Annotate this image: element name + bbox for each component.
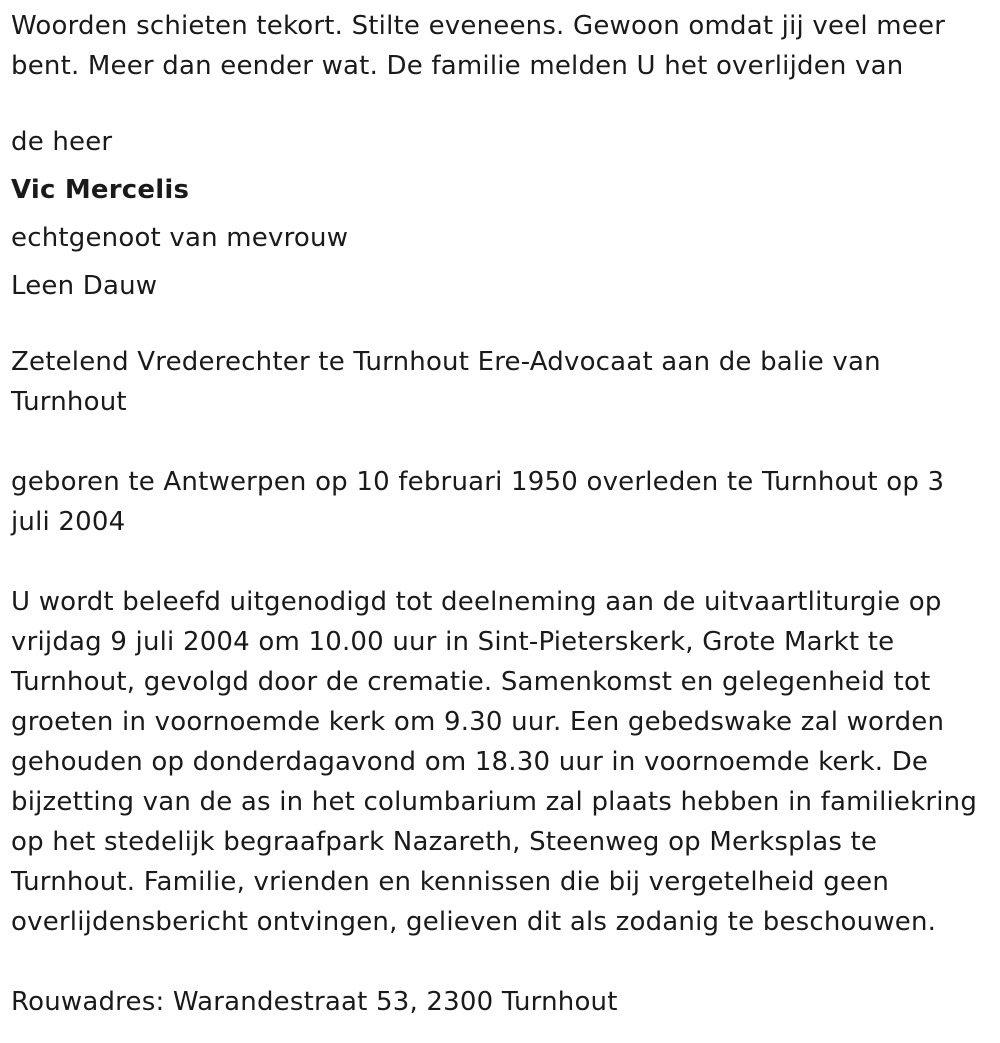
ceremony-text: U wordt beleefd uitgenodigd tot deelneming aan de uitvaartliturgie op vrijdag 9 juli 2004 om 10.00 uur in Sint-Pieterskerk, Grote Markt te Turnhout, gevolgd door de crematie. Samenkomst en gelegenheid tot groeten in voornoemde kerk om 9.30 uur. Een gebedswake zal worden gehouden op donderdagavond om 18.30 uur in voornoemde kerk. De bijzetting van de as in het columbarium zal plaats hebben in familiekring op het stedelijk begraafpark Nazareth, Steenweg op Merksplas te Turnhout. Familie, vrienden en kennissen die bij vergetelheid geen overlijdensbericht ontvingen, gelieven dit als zodanig te beschouwen. bbox=[11, 587, 978, 937]
profession-text: Zetelend Vrederechter te Turnhout Ere-Advocaat aan de balie van Turnhout bbox=[11, 347, 881, 417]
spouse-label: echtgenoot van mevrouw bbox=[11, 223, 349, 253]
deceased-block bbox=[11, 118, 988, 310]
intro-text: Woorden schieten tekort. Stilte eveneens. Gewoon omdat jij veel meer bent. Meer dan eender wat. De familie melden U het overlijden van bbox=[11, 11, 946, 81]
address-text: Rouwadres: Warandestraat 53, 2300 Turnhout bbox=[11, 987, 618, 1017]
salutation: de heer bbox=[11, 127, 113, 157]
spouse-name: Leen Dauw bbox=[11, 271, 158, 301]
birth-death-text: geboren te Antwerpen op 10 februari 1950 overleden te Turnhout op 3 juli 2004 bbox=[11, 467, 945, 537]
deceased-name: Vic Mercelis bbox=[11, 175, 190, 205]
